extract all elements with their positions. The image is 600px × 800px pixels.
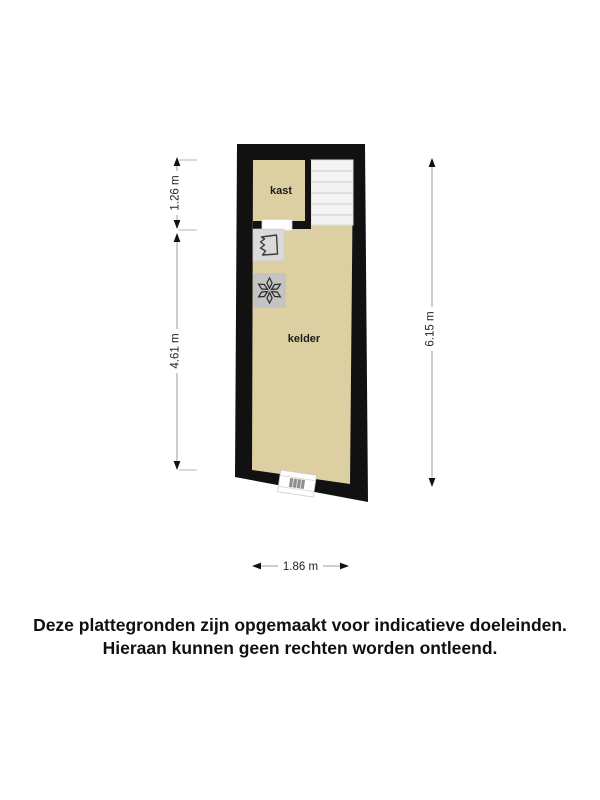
room-label-kelder: kelder [287,333,321,345]
disclaimer-line-2: Hieraan kunnen geen rechten worden ontleend. [102,638,498,658]
arrow-left-icon [252,563,261,570]
boiler-box [253,229,284,261]
arrow-right-icon [340,563,349,570]
arrow-down-icon [174,461,181,470]
heater-unit [254,274,285,307]
arrow-up-icon [429,158,436,167]
window [278,470,317,497]
dimension-total-depth [422,158,437,487]
dimension-width [252,558,349,573]
disclaimer-line-1: Deze plattegronden zijn opgemaakt voor indicatieve doeleinden. [33,615,567,635]
arrow-down-icon [429,478,436,487]
staircase [311,160,353,225]
kast-side-wall [305,160,311,229]
room-label-kast: kast [269,185,293,197]
arrow-up-icon [174,157,181,166]
boiler-unit [253,229,284,261]
dim-label-total-depth: 6.15 m [424,311,437,347]
dim-label-width: 1.86 m [282,561,319,573]
dimension-kast-depth [167,157,197,230]
arrow-down-icon [174,220,181,229]
arrow-up-icon [174,233,181,242]
dimension-kelder-depth [167,233,197,470]
disclaimer [0,614,600,660]
dim-label-kast-depth: 1.26 m [169,175,182,211]
floorplan [235,144,368,502]
dim-label-kelder-depth: 4.61 m [169,333,182,369]
